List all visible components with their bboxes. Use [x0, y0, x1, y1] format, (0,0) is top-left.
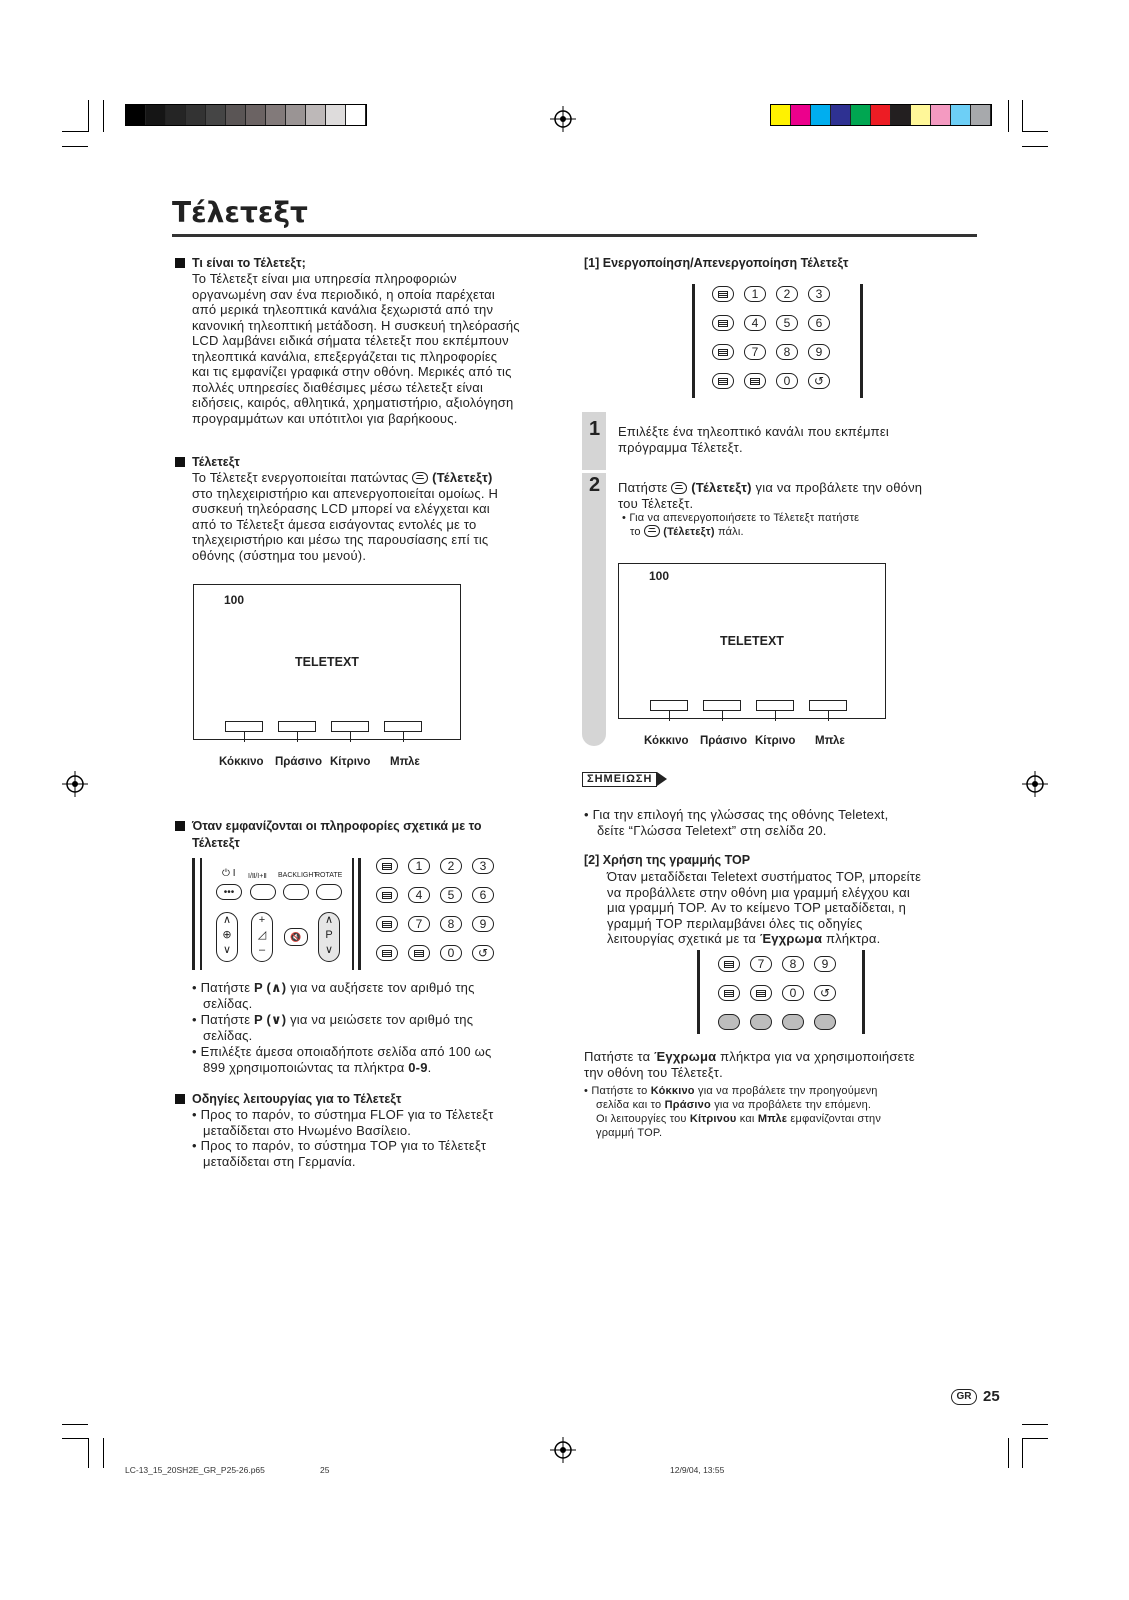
remote-edge	[200, 858, 202, 970]
label-blue: Μπλε	[815, 735, 845, 747]
number-key-8[interactable]: 8	[776, 344, 798, 360]
section-heading-teletext	[175, 455, 240, 469]
bullet-item: • Προς το παρόν, το σύστημα FLOF για το Τέλετεξτ	[192, 1107, 494, 1122]
bold-text: Κόκκινο	[650, 1085, 695, 1097]
number-key-1[interactable]: 1	[408, 858, 430, 874]
text: Προς το παρόν, το σύστημα TOP για το Τέλετεξτ	[200, 1138, 487, 1153]
number-key-3[interactable]: 3	[808, 286, 830, 302]
heading-text: Τι είναι το Τέλετεξτ;	[192, 256, 306, 270]
crop-mark	[88, 1438, 89, 1468]
registration-mark-icon	[1022, 771, 1048, 797]
subpage-button[interactable]	[712, 344, 734, 360]
number-key-7[interactable]: 7	[408, 916, 430, 932]
text: εμφανίζονται στην	[790, 1113, 882, 1125]
subtitle-button[interactable]	[718, 985, 740, 1001]
gray-swatch	[306, 105, 326, 125]
crop-mark	[62, 131, 88, 132]
crop-mark	[1022, 146, 1048, 147]
hold-icon	[750, 378, 760, 385]
bullet-item: • Πατήστε το Κόκκινο για να προβάλετε την προηγούμενη	[584, 1085, 878, 1097]
text-line: στο τηλεχειριστήριο και απενεργοποιείται ομοίως. Η	[192, 485, 499, 501]
page-title: Τέλετεξτ	[172, 196, 308, 229]
text: πλήκτρα.	[825, 931, 881, 946]
leader-line	[722, 711, 723, 721]
bullet-item-continued: σελίδας.	[203, 995, 253, 1011]
backlight-label: BACKLIGHT	[278, 872, 318, 879]
text: Για την επιλογή της γλώσσας της οθόνης Teletext,	[592, 807, 889, 822]
leader-line	[828, 711, 829, 721]
color-swatch	[771, 105, 791, 125]
number-key-2[interactable]: 2	[440, 858, 462, 874]
bullet-item-continued: γραμμή TOP.	[596, 1127, 663, 1139]
red-bar	[650, 700, 688, 711]
footer-filename: LC-13_15_20SH2E_GR_P25-26.p65	[125, 1465, 265, 1475]
rotate-label: ROTATE	[315, 872, 343, 879]
blue-bar	[809, 700, 847, 711]
teletext-icon	[382, 863, 392, 870]
bullet-item: • Προς το παρόν, το σύστημα TOP για το Τέλετεξτ	[192, 1138, 487, 1153]
reveal-button[interactable]	[376, 887, 398, 903]
label-green: Πράσινο	[700, 735, 747, 747]
color-swatch	[851, 105, 871, 125]
text-line: του Τέλετεξτ.	[618, 495, 694, 511]
text-line	[192, 470, 572, 486]
step-number: 1	[589, 418, 601, 440]
reveal-icon	[718, 320, 728, 327]
subpage-button[interactable]	[376, 916, 398, 932]
backlight-button[interactable]	[283, 884, 309, 900]
bold-text: Έγχρωμα	[654, 1049, 717, 1064]
crop-mark	[1022, 131, 1048, 132]
registration-mark-icon	[550, 1437, 576, 1463]
bullet-item-continued: μεταδίδεται στη Γερμανία.	[203, 1153, 356, 1169]
square-bullet-icon	[175, 821, 185, 831]
text: για να προβάλετε την επόμενη.	[714, 1099, 872, 1111]
input-rocker[interactable]: ∧ ⊕ ∨	[216, 912, 238, 962]
number-key-4[interactable]: 4	[744, 315, 766, 331]
remote-edge	[352, 858, 354, 970]
bullet-item-continued: 899 χρησιμοποιώντας τα πλήκτρα 0-9.	[203, 1059, 432, 1075]
crop-mark	[1022, 1424, 1048, 1425]
bullet-item: • Για την επιλογή της γλώσσας της οθόνης Teletext,	[584, 807, 889, 822]
color-swatch	[811, 105, 831, 125]
text-line: την οθόνη του Τέλετεξτ.	[584, 1064, 723, 1080]
keypad-diagram-left	[376, 858, 546, 972]
teletext-button[interactable]	[712, 286, 734, 302]
gray-swatch	[326, 105, 346, 125]
number-key-2[interactable]: 2	[776, 286, 798, 302]
page-number: 25	[983, 1388, 1000, 1405]
flashback-button[interactable]: ↺	[808, 373, 830, 389]
color-swatch	[911, 105, 931, 125]
operating-instructions-bullets	[192, 1107, 572, 1169]
color-key-labels	[618, 735, 888, 751]
registration-mark-icon	[550, 106, 576, 132]
grayscale-color-bar	[125, 104, 367, 126]
hold-button[interactable]	[408, 945, 430, 961]
rotate-button[interactable]	[316, 884, 342, 900]
section-heading-operating-instructions	[175, 1092, 401, 1106]
key-name: 0-9	[408, 1059, 428, 1075]
number-key-6[interactable]: 6	[472, 887, 494, 903]
red-bar	[225, 721, 263, 732]
text: Πατήστε	[200, 980, 251, 995]
teletext-key-icon	[644, 525, 660, 537]
text-line: κανονική τηλεοπτική μετάδοση. Η συσκευή τηλεόρασής	[192, 317, 520, 333]
text-line: προγραμμάτων και υπότιτλοι για βαρήκοους.	[192, 410, 458, 426]
reveal-icon	[382, 892, 392, 899]
text-line: πρόγραμμα Τέλετεξτ.	[618, 439, 743, 455]
label-yellow: Κίτρινο	[330, 756, 371, 768]
bullet-item-continued	[596, 1112, 984, 1126]
text-line: πολλές υπηρεσίες διαθέσιμες μέσω τέλετεξτ είναι	[192, 379, 484, 395]
text: Πατήστε τα	[584, 1049, 651, 1064]
text: το	[630, 526, 641, 538]
bullet-item-continued: μεταδίδεται στο Ηνωμένο Βασίλειο.	[203, 1122, 412, 1138]
number-key-7[interactable]: 7	[744, 344, 766, 360]
bold-text: (Τέλετεξτ)	[663, 526, 715, 538]
color-swatch	[871, 105, 891, 125]
crop-mark	[103, 1438, 104, 1468]
text: Επιλέξτε άμεσα οποιαδήποτε σελίδα από 100 ως	[200, 1044, 492, 1059]
keypad-diagram-top	[718, 956, 868, 1042]
teletext-label: TELETEXT	[720, 634, 784, 648]
teletext-key-icon	[671, 482, 687, 494]
teletext-screen-diagram	[193, 584, 461, 740]
red-key[interactable]	[718, 1014, 740, 1030]
leader-line	[244, 732, 245, 742]
text-line: από μερικά τηλεοπτικά κανάλια ξεχωριστά από την	[192, 302, 494, 317]
text-line: οθόνης (σύστημα του μενού).	[192, 547, 367, 563]
key-name: P (∧)	[254, 980, 287, 995]
page-navigation-bullets	[192, 980, 572, 1075]
bullet-item: • Πατήστε P (∨) για να μειώσετε τον αριθμό της	[192, 1012, 474, 1027]
heading-text: Τέλετεξτ	[192, 455, 240, 469]
color-key-labels	[193, 756, 463, 772]
text: Προς το παρόν, το σύστημα FLOF για το Τέλετεξτ	[200, 1107, 494, 1122]
process-color-bar	[770, 104, 992, 126]
bullet-item-continued: σελίδας.	[203, 1027, 253, 1043]
bold-text: (Τέλετεξτ)	[691, 480, 752, 495]
note-badge: ΣΗΜΕΙΩΣΗ	[582, 772, 657, 787]
page-number: 100	[649, 569, 670, 583]
label-blue: Μπλε	[390, 756, 420, 768]
flashback-button[interactable]: ↺	[472, 945, 494, 961]
label-red: Κόκκινο	[219, 756, 264, 768]
text: Πατήστε	[618, 480, 668, 495]
remote-edge	[692, 284, 695, 398]
teletext-key-icon	[412, 472, 428, 484]
step2-text	[618, 480, 988, 539]
text-line: τηλεχειριστήριο και μέσω της παρουσίασης επί τις	[192, 532, 489, 547]
gray-swatch	[166, 105, 186, 125]
text: για να προβάλετε την προηγούμενη	[698, 1085, 878, 1097]
subtitle-icon	[382, 950, 392, 957]
crop-mark	[1022, 1438, 1048, 1439]
hold-button[interactable]	[750, 985, 772, 1001]
text: Για να απενεργοποιήσετε το Τέλετεξτ πατήστε	[629, 512, 860, 524]
subtitle-icon	[718, 378, 728, 385]
section-heading-what-is-teletext	[175, 256, 306, 270]
yellow-bar	[331, 721, 369, 732]
label-red: Κόκκινο	[644, 735, 689, 747]
bullet-item: • Επιλέξτε άμεσα οποιαδήποτε σελίδα από 100 ως	[192, 1044, 492, 1059]
subpage-icon	[718, 349, 728, 356]
heading-text: Τέλετεξτ	[192, 836, 240, 850]
audio-mode-button[interactable]	[250, 884, 276, 900]
number-key-5[interactable]: 5	[776, 315, 798, 331]
bold-text: Κίτρινου	[689, 1113, 737, 1125]
green-bar	[278, 721, 316, 732]
registration-mark-icon	[62, 771, 88, 797]
heading-text: Όταν εμφανίζονται οι πληροφορίες σχετικά με το	[192, 819, 482, 833]
text-line: Το Τέλετεξτ είναι μια υπηρεσία πληροφοριών	[192, 271, 457, 286]
gray-swatch	[226, 105, 246, 125]
crop-mark	[1008, 100, 1009, 132]
bold-text: (Τέλετεξτ)	[432, 470, 493, 485]
channel-rocker[interactable]: ∧ P ∨	[318, 912, 340, 962]
text: πάλι.	[717, 526, 744, 538]
number-key-4[interactable]: 4	[408, 887, 430, 903]
blue-bar	[384, 721, 422, 732]
blue-key[interactable]	[814, 1014, 836, 1030]
number-key-5[interactable]: 5	[440, 887, 462, 903]
what-is-teletext-paragraph	[192, 271, 572, 426]
crop-mark	[62, 1438, 88, 1439]
text: και	[739, 1113, 755, 1125]
gray-swatch	[266, 105, 286, 125]
number-key-3[interactable]: 3	[472, 858, 494, 874]
teletext-icon	[718, 291, 728, 298]
number-key-0[interactable]: 0	[782, 985, 804, 1001]
crop-mark	[62, 146, 88, 147]
step-divider	[582, 410, 606, 412]
subpage-button[interactable]	[718, 956, 740, 972]
note-text	[584, 807, 984, 838]
mute-button[interactable]: 🔇	[284, 928, 308, 946]
number-key-9[interactable]: 9	[814, 956, 836, 972]
key-name: P (∨)	[254, 1012, 287, 1027]
text: Οι λειτουργίες του	[596, 1113, 687, 1125]
square-bullet-icon	[175, 1094, 185, 1104]
leader-line	[297, 732, 298, 742]
leader-line	[775, 711, 776, 721]
color-swatch	[951, 105, 971, 125]
remote-edge	[697, 950, 700, 1034]
subpage-icon	[724, 961, 734, 968]
teletext-button[interactable]	[376, 858, 398, 874]
teletext-screen-diagram	[618, 563, 886, 719]
footer-page-ref: 25	[320, 1465, 330, 1475]
color-keys-note	[584, 1084, 984, 1140]
sub-bullet: • Για να απενεργοποιήσετε το Τέλετεξτ πατήστε	[622, 512, 860, 524]
reveal-button[interactable]	[712, 315, 734, 331]
text: σελίδα και το	[596, 1099, 662, 1111]
text: λειτουργίας σχετικά με τα	[607, 931, 757, 946]
text-line: Όταν μεταδίδεται Teletext συστήματος TOP, μπορείτε	[607, 869, 922, 884]
label-yellow: Κίτρινο	[755, 735, 796, 747]
bold-text: Πράσινο	[664, 1099, 711, 1111]
leader-line	[669, 711, 670, 721]
volume-rocker[interactable]: + ◿ –	[251, 912, 273, 962]
section-heading-on-off: [1] Ενεργοποίηση/Απενεργοποίηση Τέλετεξτ	[584, 256, 849, 270]
subtitle-button[interactable]	[376, 945, 398, 961]
bold-text: Έγχρωμα	[759, 931, 823, 946]
gray-swatch	[206, 105, 226, 125]
number-key-1[interactable]: 1	[744, 286, 766, 302]
number-key-8[interactable]: 8	[440, 916, 462, 932]
step-indicator-band	[582, 410, 606, 746]
page-number: 100	[224, 593, 245, 607]
bullet-item-continued: δείτε “Γλώσσα Teletext” στη σελίδα 20.	[597, 822, 827, 838]
green-key[interactable]	[750, 1014, 772, 1030]
gray-swatch	[246, 105, 266, 125]
teletext-label: TELETEXT	[295, 655, 359, 669]
crop-mark	[103, 100, 104, 132]
color-keys-paragraph	[584, 1049, 984, 1080]
text-line: και τις εμφανίζει γραφικά στην οθόνη. Μερικές από τις	[192, 364, 512, 379]
title-underline	[172, 234, 977, 237]
color-swatch	[791, 105, 811, 125]
gray-swatch	[186, 105, 206, 125]
step1-text	[618, 424, 988, 455]
square-bullet-icon	[175, 457, 185, 467]
text: πλήκτρα για να χρησιμοποιήσετε	[720, 1049, 915, 1064]
crop-mark	[1022, 100, 1023, 132]
text-line: γραμμή TOP περιλαμβάνει όλες τις οδηγίες	[607, 915, 863, 931]
footer-date: 12/9/04, 13:55	[670, 1465, 725, 1475]
subtitle-icon	[724, 990, 734, 997]
crop-mark	[88, 100, 89, 132]
text: για να προβάλετε την οθόνη	[755, 480, 923, 495]
text-line: από το Τέλετεξτ άμεσα εισάγοντας εντολές με το	[192, 516, 477, 532]
flashback-button[interactable]: ↺	[814, 985, 836, 1001]
text-line: μια γραμμή TOP. Αν το κείμενο TOP μεταδίδεται, η	[607, 900, 907, 915]
green-bar	[703, 700, 741, 711]
number-key-8[interactable]: 8	[782, 956, 804, 972]
text: για να μειώσετε τον αριθμό της	[290, 1012, 474, 1027]
text-line: να προβάλλετε στην οθόνη μια γραμμή ελέγχου και	[607, 884, 910, 900]
crop-mark	[62, 1424, 88, 1425]
power-button[interactable]: •••	[216, 884, 242, 900]
section-heading-top-line: [2] Χρήση της γραμμής TOP	[584, 853, 751, 867]
gray-swatch	[346, 105, 366, 125]
top-line-paragraph	[607, 869, 997, 947]
keypad-diagram-right	[712, 286, 862, 400]
sub-bullet-continued	[630, 525, 988, 539]
color-swatch	[971, 105, 991, 125]
step-divider	[582, 470, 606, 473]
step-number: 2	[589, 474, 601, 496]
yellow-bar	[756, 700, 794, 711]
text-line	[607, 931, 997, 947]
teletext-paragraph	[192, 470, 572, 563]
number-key-9[interactable]: 9	[472, 916, 494, 932]
number-key-6[interactable]: 6	[808, 315, 830, 331]
yellow-key[interactable]	[782, 1014, 804, 1030]
hold-button[interactable]	[744, 373, 766, 389]
text-line	[584, 1049, 984, 1065]
remote-edge	[358, 858, 361, 970]
subtitle-button[interactable]	[712, 373, 734, 389]
gray-swatch	[146, 105, 166, 125]
color-swatch	[931, 105, 951, 125]
remote-edge	[192, 858, 195, 970]
bullet-item-continued	[596, 1098, 984, 1112]
number-key-0[interactable]: 0	[440, 945, 462, 961]
text-line: συσκευή τηλεόρασης LCD μπορεί να ελέγχεται και	[192, 501, 490, 516]
text: για να αυξήσετε τον αριθμό της	[290, 980, 475, 995]
text: 899 χρησιμοποιώντας τα πλήκτρα	[203, 1059, 405, 1075]
square-bullet-icon	[175, 258, 185, 268]
hold-icon	[414, 950, 424, 957]
text-line: ειδήσεις, καιρός, αθλητικά, χρηματιστήριο, αξιολόγηση	[192, 395, 514, 410]
gray-swatch	[126, 105, 146, 125]
text-line: LCD λαμβάνει ειδικά σήματα τέλετεξτ που εκπέμπουν	[192, 333, 509, 348]
leader-line	[403, 732, 404, 742]
section-heading-when-displayed	[175, 818, 481, 852]
bold-text: Μπλε	[757, 1113, 788, 1125]
power-label-icon: ⏻ I	[222, 868, 236, 879]
text: Πατήστε το	[591, 1085, 648, 1097]
gray-swatch	[286, 105, 306, 125]
bullet-item: • Πατήστε P (∧) για να αυξήσετε τον αριθμό της	[192, 980, 475, 995]
color-swatch	[831, 105, 851, 125]
number-key-0[interactable]: 0	[776, 373, 798, 389]
audio-mode-label: Ι/Ⅱ/Ι+Ⅱ	[248, 873, 267, 880]
text-line: τηλεοπτικά κανάλια, επεξεργάζεται τις πληροφορίες	[192, 348, 498, 364]
hold-icon	[756, 990, 766, 997]
heading-text: Οδηγίες λειτουργίας για το Τέλετεξτ	[192, 1092, 402, 1106]
crop-mark	[1022, 1438, 1023, 1468]
text-line: Επιλέξτε ένα τηλεοπτικό κανάλι που εκπέμπει	[618, 424, 889, 439]
subpage-icon	[382, 921, 392, 928]
crop-mark	[1008, 1438, 1009, 1468]
text: Το Τέλετεξτ ενεργοποιείται πατώντας	[192, 470, 409, 485]
label-green: Πράσινο	[275, 756, 322, 768]
number-key-7[interactable]: 7	[750, 956, 772, 972]
text-line	[618, 480, 988, 496]
text: Πατήστε	[200, 1012, 251, 1027]
color-swatch	[891, 105, 911, 125]
text-line: οργανωμένη σαν ένα περιοδικό, η οποία παρέχεται	[192, 286, 495, 302]
leader-line	[350, 732, 351, 742]
language-badge: GR	[951, 1389, 977, 1405]
number-key-9[interactable]: 9	[808, 344, 830, 360]
